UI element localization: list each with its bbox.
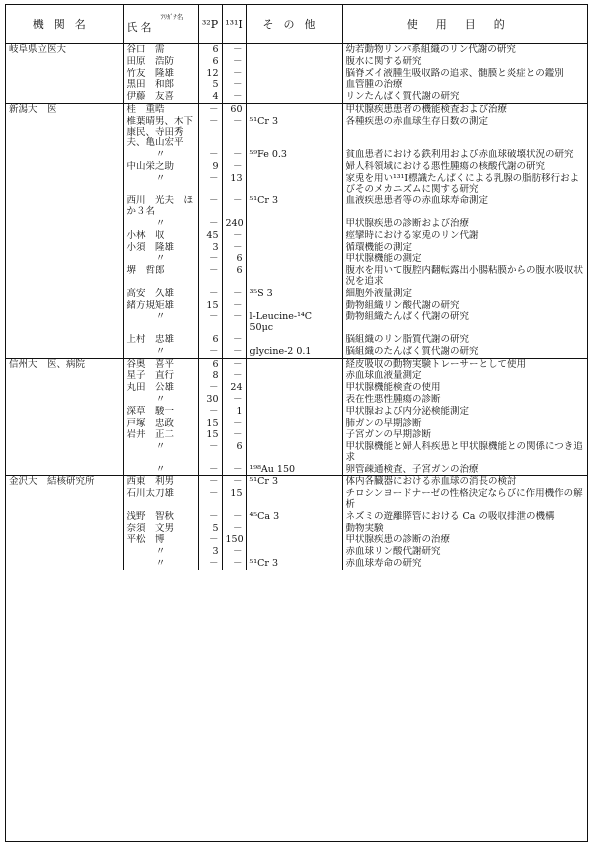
cell-institution (6, 382, 123, 394)
cell-user: 〃 (123, 218, 198, 230)
table-row (6, 534, 587, 546)
cell-purpose: 腹水に関する研究 (345, 55, 422, 67)
cell-user: 〃 (123, 311, 198, 334)
cell-user: 上村 忠雄 (123, 334, 198, 346)
cell-institution: 新潟大 医 (6, 103, 123, 115)
cell-institution (6, 311, 123, 334)
cell-p32: － (198, 103, 222, 115)
table-row (6, 56, 587, 68)
cell-user: 小林 収 (123, 230, 198, 242)
cell-user: 谷口 需 (123, 44, 198, 56)
cell-institution (6, 68, 123, 80)
cell-p32: 15 (198, 429, 222, 441)
table-row (6, 300, 587, 312)
cell-p32: 6 (198, 334, 222, 346)
cell-purpose: 各種疾患の赤血球生存日数の測定 (345, 115, 489, 127)
cell-user: 平松 博 (123, 534, 198, 546)
cell-purpose: 血管腫の治療 (345, 79, 403, 91)
cell-purpose: 幼若動物リンパ系組織のリン代謝の研究 (345, 44, 516, 55)
cell-i131: － (222, 358, 246, 370)
header-p32: ³²P (198, 5, 222, 44)
table-row (6, 429, 587, 441)
cell-institution (6, 334, 123, 346)
cell-i131: － (222, 79, 246, 91)
table-row (6, 334, 587, 346)
cell-i131: － (222, 511, 246, 523)
cell-user: 〃 (123, 149, 198, 161)
cell-user: 〃 (123, 441, 198, 464)
cell-i131: － (222, 476, 246, 488)
table-header-row (6, 5, 587, 44)
cell-purpose: 脳組織のリン脂質代謝の研究 (345, 333, 470, 345)
cell-user: 西川 光夫 ほか３名 (123, 195, 198, 218)
cell-i131: － (222, 161, 246, 173)
table-row (6, 511, 587, 523)
cell-institution (6, 253, 123, 265)
table-row (6, 149, 587, 161)
cell-p32: － (198, 265, 222, 288)
cell-i131: － (222, 558, 246, 570)
cell-purpose: 表在性悪性腫瘍の診断 (345, 393, 441, 405)
cell-institution (6, 91, 123, 103)
cell-i131: 60 (222, 103, 246, 115)
cell-p32: 4 (198, 91, 222, 103)
table-row (6, 230, 587, 242)
cell-user: 岩井 正二 (123, 429, 198, 441)
header-i131: ¹³¹I (222, 5, 246, 44)
cell-other: ⁵⁹Fe 0.3 (246, 149, 342, 161)
cell-p32: － (198, 195, 222, 218)
document-page (5, 4, 588, 842)
cell-i131: － (222, 149, 246, 161)
cell-i131: － (222, 230, 246, 242)
cell-purpose: 循環機能の測定 (345, 241, 413, 253)
cell-user: 丸田 公雄 (123, 382, 198, 394)
header-user-furigana: ﾌﾘｶﾞﾅ名 (160, 12, 184, 21)
table-row (6, 394, 587, 406)
cell-i131: － (222, 464, 246, 476)
cell-institution (6, 523, 123, 535)
cell-purpose: 赤血球血液量測定 (345, 370, 422, 382)
cell-p32: － (198, 116, 222, 149)
cell-institution (6, 242, 123, 254)
cell-i131: 13 (222, 173, 246, 196)
cell-institution (6, 441, 123, 464)
cell-p32: 12 (198, 68, 222, 80)
table-row (6, 68, 587, 80)
cell-institution (6, 464, 123, 476)
cell-user: 〃 (123, 346, 198, 358)
cell-institution (6, 288, 123, 300)
cell-user: 中山栄之助 (123, 161, 198, 173)
cell-other (246, 441, 342, 464)
cell-other (246, 253, 342, 265)
cell-other (246, 265, 342, 288)
cell-institution (6, 418, 123, 430)
cell-user: 高安 久雄 (123, 288, 198, 300)
cell-i131: － (222, 116, 246, 149)
cell-p32: 15 (198, 418, 222, 430)
cell-p32: － (198, 346, 222, 358)
cell-p32: 9 (198, 161, 222, 173)
cell-i131: 1 (222, 406, 246, 418)
cell-institution (6, 370, 123, 382)
cell-institution (6, 149, 123, 161)
cell-purpose: 痙攣時における家兎のリン代謝 (345, 229, 479, 241)
header-other: その他 (246, 5, 342, 44)
cell-other (246, 56, 342, 68)
table-row (6, 195, 587, 218)
cell-other: ⁵¹Cr 3 (246, 116, 342, 149)
cell-p32: 6 (198, 358, 222, 370)
cell-institution (6, 346, 123, 358)
cell-i131: 150 (222, 534, 246, 546)
cell-i131: 240 (222, 218, 246, 230)
cell-user: 緒方規矩雄 (123, 300, 198, 312)
table-row (6, 242, 587, 254)
cell-i131: 6 (222, 265, 246, 288)
cell-user: 堺 哲郎 (123, 265, 198, 288)
cell-i131: － (222, 523, 246, 535)
cell-p32: － (198, 218, 222, 230)
cell-p32: 30 (198, 394, 222, 406)
cell-other: ⁵¹Cr 3 (246, 195, 342, 218)
table-row (6, 103, 587, 115)
cell-user: 谷奥 喜平 (123, 358, 198, 370)
cell-i131: － (222, 370, 246, 382)
cell-i131: － (222, 346, 246, 358)
cell-other (246, 230, 342, 242)
cell-purpose: 家兎を用い¹³¹I標識たんぱくによる乳腺の脂肪移行およびそのメカニズムに関する研究 (345, 172, 580, 195)
cell-purpose: 血液疾患患者等の赤血球寿命測定 (345, 195, 489, 207)
cell-other (246, 534, 342, 546)
cell-purpose: 甲状腺疾患の診断の治療 (345, 534, 451, 546)
cell-purpose: 婦人科領域における悪性腫瘍の核酸代謝の研究 (345, 160, 546, 172)
cell-purpose: チロシンヨードナーゼの性格決定ならびに作用機作の解析 (345, 488, 583, 511)
cell-purpose: 動物実験 (345, 522, 384, 534)
cell-user: 星子 直行 (123, 370, 198, 382)
cell-purpose: 卵管疎通検査、子宮ガンの治療 (345, 463, 479, 475)
cell-user: 〃 (123, 464, 198, 476)
table-row (6, 546, 587, 558)
cell-user: 西東 利男 (123, 476, 198, 488)
cell-institution (6, 230, 123, 242)
cell-other (246, 370, 342, 382)
cell-i131: － (222, 300, 246, 312)
cell-institution (6, 300, 123, 312)
cell-i131: － (222, 44, 246, 56)
table-body (6, 44, 587, 570)
cell-p32: － (198, 441, 222, 464)
cell-p32: 3 (198, 242, 222, 254)
table-row (6, 116, 587, 149)
table-row (6, 406, 587, 418)
cell-other: ⁵¹Cr 3 (246, 476, 342, 488)
table-row (6, 418, 587, 430)
cell-other (246, 218, 342, 230)
cell-i131: － (222, 242, 246, 254)
cell-other (246, 358, 342, 370)
cell-p32: 15 (198, 300, 222, 312)
cell-other: ⁴⁵Ca 3 (246, 511, 342, 523)
cell-purpose: 脳脊ズイ液腫生吸収路の追求、髄膜と炎症との鑑別 (345, 67, 564, 79)
cell-i131: － (222, 418, 246, 430)
cell-institution (6, 173, 123, 196)
table-row (6, 173, 587, 196)
cell-other (246, 103, 342, 115)
cell-purpose: 細胞外液量測定 (345, 287, 413, 299)
cell-institution (6, 394, 123, 406)
table-row (6, 91, 587, 103)
cell-other (246, 334, 342, 346)
table-row (6, 441, 587, 464)
cell-p32: 6 (198, 44, 222, 56)
cell-p32: － (198, 511, 222, 523)
cell-user: 竹友 隆雄 (123, 68, 198, 80)
header-user (123, 5, 198, 44)
cell-i131: － (222, 394, 246, 406)
cell-purpose: 甲状腺疾患の診断および治療 (345, 217, 470, 229)
cell-p32: 45 (198, 230, 222, 242)
cell-p32: － (198, 288, 222, 300)
cell-other (246, 173, 342, 196)
cell-institution (6, 218, 123, 230)
cell-purpose: 赤血球寿命の研究 (345, 558, 422, 570)
cell-user: 浅野 智秋 (123, 511, 198, 523)
cell-p32: － (198, 464, 222, 476)
cell-other: glycine-2 0.1 (246, 346, 342, 358)
cell-purpose: 甲状腺疾患患者の機能検査および治療 (342, 103, 587, 115)
cell-other (246, 418, 342, 430)
cell-i131: － (222, 429, 246, 441)
cell-i131: － (222, 288, 246, 300)
cell-purpose: 甲状腺機能検査の使用 (345, 382, 441, 394)
cell-institution: 岐阜県立医大 (6, 44, 123, 56)
table-row (6, 558, 587, 570)
cell-user: 〃 (123, 394, 198, 406)
cell-other: ¹⁹⁸Au 150 (246, 464, 342, 476)
cell-user: 伊藤 友喜 (123, 91, 198, 103)
cell-purpose: 甲状腺機能の測定 (345, 253, 422, 265)
cell-p32: － (198, 558, 222, 570)
cell-user: 桂 重晧 (123, 103, 198, 115)
cell-purpose: 体内各臓器における赤血球の消長の検討 (342, 476, 587, 488)
cell-p32: － (198, 382, 222, 394)
cell-institution (6, 79, 123, 91)
cell-user: 石川太刀雄 (123, 488, 198, 511)
cell-i131: － (222, 91, 246, 103)
cell-other (246, 161, 342, 173)
header-purpose: 使用目的 (342, 5, 587, 44)
cell-institution (6, 511, 123, 523)
cell-purpose: 肺ガンの早期診断 (345, 417, 422, 429)
table-row (6, 382, 587, 394)
cell-user: 田原 浩防 (123, 56, 198, 68)
cell-other: ⁵¹Cr 3 (246, 558, 342, 570)
cell-institution (6, 558, 123, 570)
table-row (6, 523, 587, 535)
cell-institution (6, 534, 123, 546)
cell-user: 〃 (123, 173, 198, 196)
cell-p32: 8 (198, 370, 222, 382)
cell-p32: － (198, 149, 222, 161)
cell-other (246, 429, 342, 441)
cell-p32: － (198, 476, 222, 488)
table-row (6, 265, 587, 288)
cell-purpose: 貧血患者における鉄利用および赤血球破壊状況の研究 (345, 149, 574, 161)
cell-p32: 5 (198, 79, 222, 91)
table-row (6, 476, 587, 488)
cell-institution: 信州大 医、病院 (6, 358, 123, 370)
table-row (6, 218, 587, 230)
table-row (6, 161, 587, 173)
cell-purpose: リンたんぱく質代謝の研究 (345, 91, 460, 103)
cell-institution (6, 116, 123, 149)
cell-institution (6, 56, 123, 68)
cell-i131: － (222, 311, 246, 334)
cell-p32: － (198, 311, 222, 334)
table-row (6, 464, 587, 476)
cell-purpose: 子宮ガンの早期診断 (345, 429, 432, 441)
cell-other (246, 394, 342, 406)
cell-p32: 6 (198, 56, 222, 68)
cell-p32: － (198, 173, 222, 196)
table-row (6, 311, 587, 334)
cell-institution (6, 195, 123, 218)
cell-user: 〃 (123, 253, 198, 265)
cell-p32: 3 (198, 546, 222, 558)
table-row (6, 253, 587, 265)
cell-p32: － (198, 488, 222, 511)
cell-other: l-Leucine-¹⁴C 50μc (246, 311, 342, 334)
cell-p32: － (198, 253, 222, 265)
cell-other (246, 488, 342, 511)
cell-p32: 5 (198, 523, 222, 535)
cell-user: 奈須 文男 (123, 523, 198, 535)
cell-other (246, 523, 342, 535)
table-row (6, 488, 587, 511)
cell-i131: 6 (222, 253, 246, 265)
table-row (6, 288, 587, 300)
cell-i131: － (222, 56, 246, 68)
cell-other (246, 546, 342, 558)
cell-user: 〃 (123, 558, 198, 570)
cell-other (246, 406, 342, 418)
cell-other (246, 44, 342, 56)
cell-other (246, 382, 342, 394)
cell-other (246, 91, 342, 103)
cell-purpose: 赤血球リン酸代謝研究 (345, 546, 441, 558)
cell-i131: － (222, 195, 246, 218)
cell-institution (6, 546, 123, 558)
cell-other (246, 242, 342, 254)
isotope-usage-table (6, 5, 587, 570)
cell-institution (6, 488, 123, 511)
cell-institution (6, 406, 123, 418)
cell-p32: － (198, 534, 222, 546)
cell-user: 小須 隆雄 (123, 242, 198, 254)
cell-purpose: 動物組織たんぱく代謝の研究 (345, 311, 470, 323)
cell-institution: 金沢大 結核研究所 (6, 476, 123, 488)
cell-user: 深草 駿一 (123, 406, 198, 418)
table-row (6, 346, 587, 358)
cell-p32: － (198, 406, 222, 418)
cell-i131: － (222, 68, 246, 80)
cell-purpose: 甲状腺および内分泌検能測定 (345, 405, 470, 417)
cell-purpose: 甲状腺機能と婦人科疾患と甲状腺機能との関係につき追求 (345, 441, 583, 463)
cell-user: 戸塚 忠政 (123, 418, 198, 430)
cell-purpose: ネズミの遊離膵管における Ca の吸収排泄の機構 (345, 510, 555, 522)
table-row (6, 44, 587, 56)
cell-user: 〃 (123, 546, 198, 558)
cell-i131: 24 (222, 382, 246, 394)
cell-user: 黒田 和郎 (123, 79, 198, 91)
cell-other (246, 68, 342, 80)
table-row (6, 79, 587, 91)
cell-i131: 15 (222, 488, 246, 511)
cell-purpose: 脳組織のたんぱく質代謝の研究 (345, 345, 479, 357)
cell-other (246, 300, 342, 312)
header-institution: 機関名 (6, 5, 123, 44)
cell-i131: － (222, 334, 246, 346)
table-row (6, 358, 587, 370)
cell-user: 椎葉晴男、木下康民、寺田秀夫、亀山宏平 (123, 116, 198, 149)
cell-institution (6, 429, 123, 441)
cell-other: ³⁵S 3 (246, 288, 342, 300)
table-row (6, 370, 587, 382)
cell-i131: － (222, 546, 246, 558)
cell-institution (6, 265, 123, 288)
header-user-name: 氏名 (126, 20, 155, 34)
cell-i131: 6 (222, 441, 246, 464)
cell-purpose: 動物組織リン酸代謝の研究 (345, 299, 460, 311)
cell-other (246, 79, 342, 91)
cell-purpose: 腹水を用いて腹腔内翻転露出小腸粘膜からの腹水吸収状況を追求 (345, 265, 584, 287)
cell-purpose: 経皮吸収の動物実験トレーサーとして使用 (342, 358, 587, 370)
cell-institution (6, 161, 123, 173)
